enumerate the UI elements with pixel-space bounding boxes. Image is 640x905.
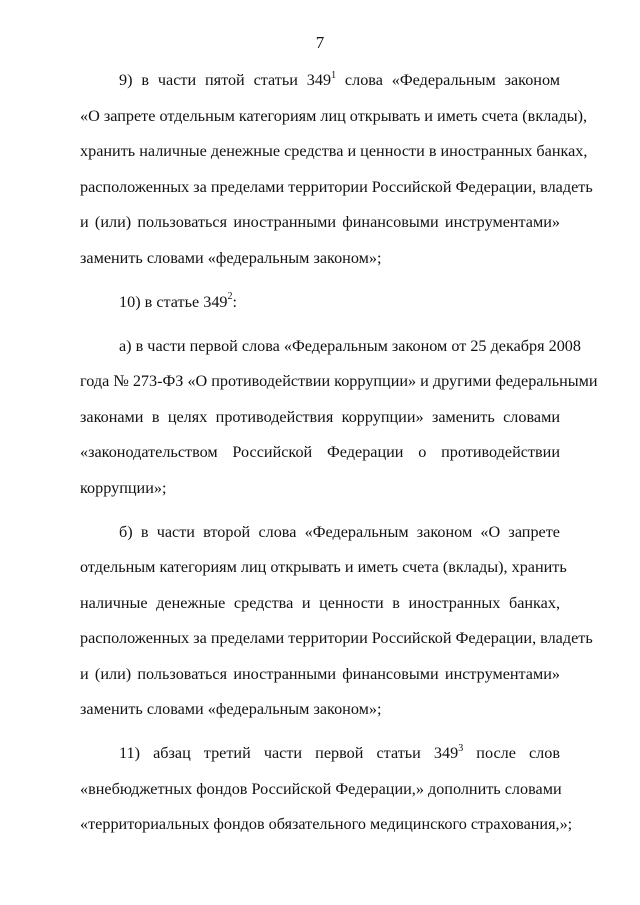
item-9-line-4: расположенных за пределами территории Российской Федерации, владеть xyxy=(80,177,593,196)
item-10b-line-5: и (или) пользоваться иностранными финансовыми инструментами» xyxy=(80,664,560,683)
item-9-line-1: 9) в части пятой статьи $349^1$ слова «Федеральным законом xyxy=(119,69,560,89)
superscript: 3 xyxy=(458,742,464,754)
item-10-line-1: 10) в статье $349^2$: xyxy=(119,291,238,311)
item-10a-line-1: а) в части первой слова «Федеральным законом от 25 декабря 2008 xyxy=(119,336,581,355)
item-11-line-1: 11) абзац третий части первой статьи $349^3$ после слов xyxy=(119,742,560,762)
item-10b-line-2: отдельным категориям лиц открывать и иметь счета (вклады), хранить xyxy=(80,558,567,576)
item-9-line-3: хранить наличные денежные средства и ценности в иностранных банках, xyxy=(80,142,588,160)
page-number: 7 xyxy=(315,33,325,52)
item-11-line-2: «внебюджетных фондов Российской Федерации,» дополнить словами xyxy=(80,779,562,798)
superscript: 1 xyxy=(331,69,337,81)
item-10b-line-3: наличные денежные средства и ценности в иностранных банках, xyxy=(80,593,560,612)
item-11-line-3: «территориальных фондов обязательного медицинского страхования,»; xyxy=(80,815,573,833)
item-10a-line-4: «законодательством Российской Федерации о противодействии xyxy=(80,443,560,461)
item-9-line-5: и (или) пользоваться иностранными финансовыми инструментами» xyxy=(80,213,560,231)
item-9-line-6: заменить словами «федеральным законом»; xyxy=(80,248,382,267)
item-10a-line-5: коррупции»; xyxy=(80,478,167,497)
item-10a-line-3: законами в целях противодействия коррупции» заменить словами xyxy=(80,407,560,426)
item-10b-line-1: б) в части второй слова «Федеральным законом «О запрете xyxy=(119,522,560,541)
superscript: 2 xyxy=(227,291,233,303)
item-10a-line-2: года № 273-ФЗ «О противодействии коррупции» и другими федеральными xyxy=(80,372,598,390)
item-10b-line-6: заменить словами «федеральным законом»; xyxy=(80,700,382,718)
document-body xyxy=(80,68,598,848)
item-9-line-2: «О запрете отдельным категориям лиц открывать и иметь счета (вклады), xyxy=(80,106,588,125)
item-10b-line-4: расположенных за пределами территории Российской Федерации, владеть xyxy=(80,629,593,647)
